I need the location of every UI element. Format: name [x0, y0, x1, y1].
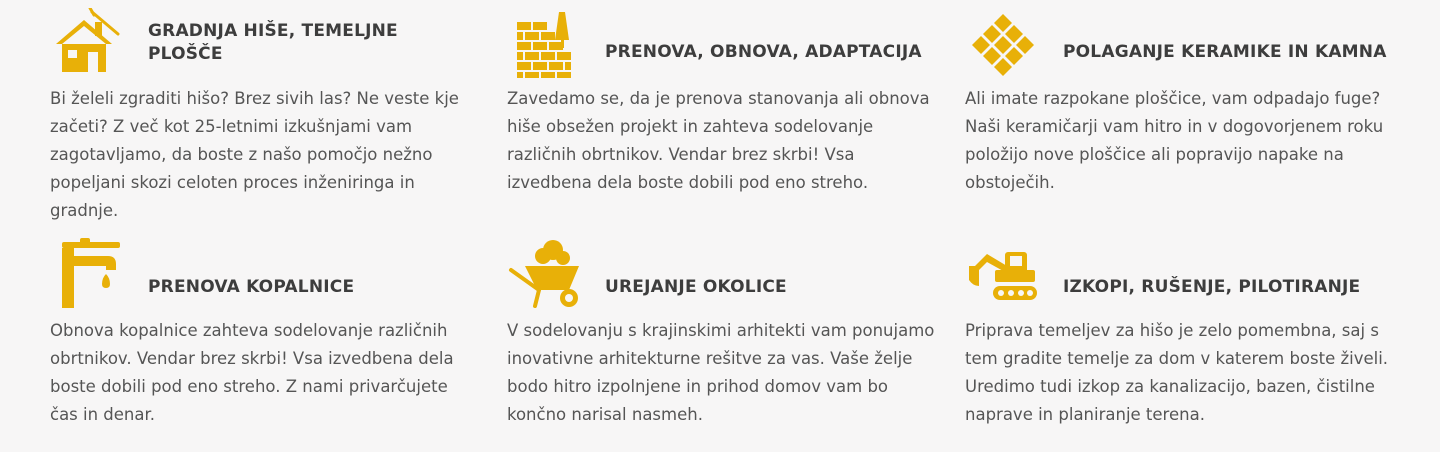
wheelbarrow-icon: [507, 236, 583, 312]
service-title: UREJANJE OKOLICE: [605, 277, 787, 297]
service-title: PRENOVA KOPALNICE: [148, 277, 355, 297]
service-description: Ali imate razpokane ploščice, vam odpadajo fuge? Naši keramičarji vam hitro in v dogovorjenem roku položijo nove ploščice ali popravijo napake na obstoječih.: [965, 89, 1384, 192]
house-icon: [50, 8, 126, 84]
service-title: POLAGANJE KERAMIKE IN KAMNA: [1063, 42, 1387, 62]
excavator-icon: [965, 236, 1041, 312]
service-title: PRENOVA, OBNOVA, ADAPTACIJA: [605, 42, 922, 62]
service-title: GRADNJA HIŠE, TEMELJNE PLOŠČE: [148, 21, 398, 64]
faucet-icon: [50, 236, 126, 312]
service-description: V sodelovanju s krajinskimi arhitekti vam ponujamo inovativne arhitekturne rešitve za vas. Vaše želje bodo hitro izpolnjene in prihod domov vam bo končno narisal nasmeh.: [507, 321, 935, 424]
service-description: Zavedamo se, da je prenova stanovanja ali obnova hiše obsežen projekt in zahteva sodelovanje različnih obrtnikov. Vendar brez skrbi! Vsa izvedbena dela boste dobili pod eno streho.: [507, 89, 930, 192]
brick-wall-trowel-icon: [507, 8, 583, 84]
service-description: Bi želeli zgraditi hišo? Brez sivih las? Ne veste kje začeti? Z več kot 25-letnimi izkušnjami vam zagotavljamo, da boste z našo pomočjo nežno popeljani skozi celoten proces inženiringa in gradnje.: [50, 89, 459, 220]
service-description: Priprava temeljev za hišo je zelo pomembna, saj s tem gradite temelje za dom v katerem boste živeli. Uredimo tudi izkop za kanalizacijo, bazen, čistilne naprave in planiranje terena.: [965, 321, 1389, 424]
service-title: IZKOPI, RUŠENJE, PILOTIRANJE: [1063, 277, 1361, 297]
service-description: Obnova kopalnice zahteva sodelovanje različnih obrtnikov. Vendar brez skrbi! Vsa izvedbena dela boste dobili pod eno streho. Z nami privarčujete čas in denar.: [50, 321, 454, 424]
tiles-icon: [965, 8, 1041, 84]
